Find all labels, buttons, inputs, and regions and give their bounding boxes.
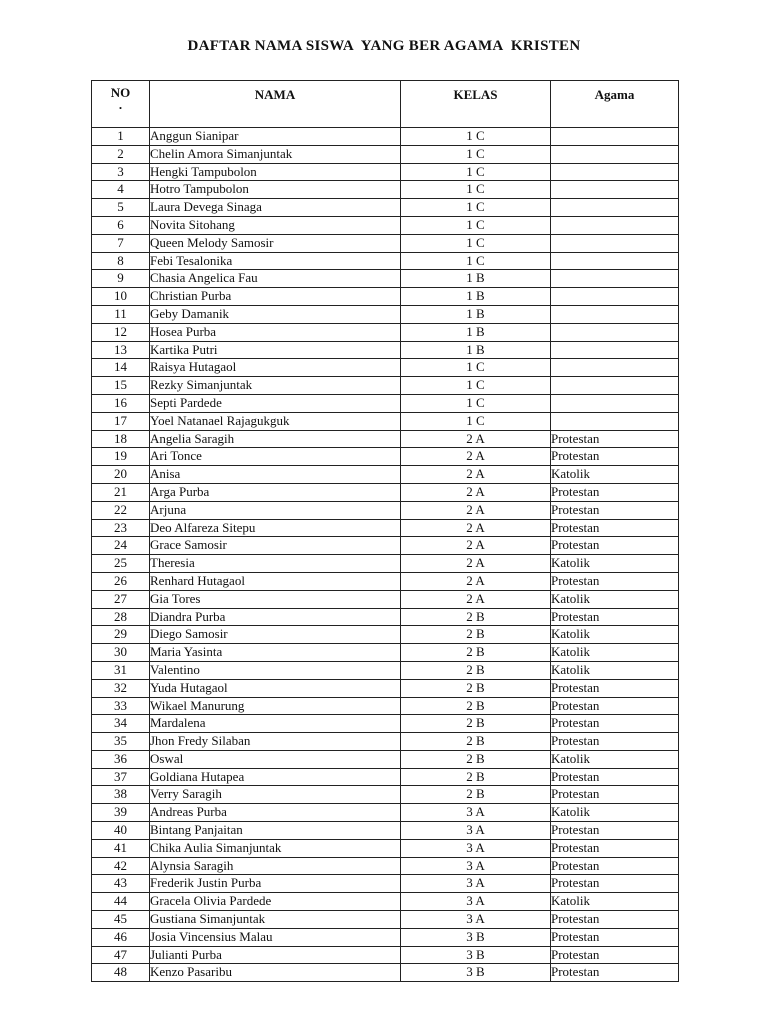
cell-nama: Laura Devega Sinaga [150, 199, 401, 217]
cell-no: 41 [92, 839, 150, 857]
table-row [92, 768, 679, 786]
table-row [92, 323, 679, 341]
cell-kelas: 1 C [401, 181, 551, 199]
cell-nama: Kenzo Pasaribu [150, 964, 401, 982]
cell-agama [551, 181, 679, 199]
cell-no: 45 [92, 911, 150, 929]
cell-no: 23 [92, 519, 150, 537]
cell-kelas: 2 A [401, 555, 551, 573]
table-row [92, 394, 679, 412]
cell-agama: Protestan [551, 697, 679, 715]
cell-nama: Bintang Panjaitan [150, 822, 401, 840]
cell-nama: Grace Samosir [150, 537, 401, 555]
cell-nama: Hosea Purba [150, 323, 401, 341]
cell-nama: Diandra Purba [150, 608, 401, 626]
cell-nama: Yuda Hutagaol [150, 679, 401, 697]
table-row [92, 644, 679, 662]
table-row [92, 572, 679, 590]
cell-nama: Yoel Natanael Rajagukguk [150, 412, 401, 430]
cell-nama: Theresia [150, 555, 401, 573]
cell-agama [551, 234, 679, 252]
cell-no: 12 [92, 323, 150, 341]
table-row [92, 786, 679, 804]
cell-no: 22 [92, 501, 150, 519]
cell-kelas: 2 B [401, 626, 551, 644]
cell-nama: Frederik Justin Purba [150, 875, 401, 893]
cell-agama: Protestan [551, 964, 679, 982]
cell-kelas: 1 C [401, 128, 551, 146]
cell-agama: Protestan [551, 911, 679, 929]
table-row [92, 697, 679, 715]
cell-no: 4 [92, 181, 150, 199]
cell-nama: Arjuna [150, 501, 401, 519]
cell-kelas: 2 A [401, 448, 551, 466]
cell-agama: Protestan [551, 572, 679, 590]
table-row [92, 199, 679, 217]
cell-no: 46 [92, 928, 150, 946]
table-row [92, 946, 679, 964]
table-row [92, 839, 679, 857]
cell-no: 43 [92, 875, 150, 893]
table-row [92, 270, 679, 288]
cell-no: 30 [92, 644, 150, 662]
cell-agama: Katolik [551, 590, 679, 608]
table-row [92, 466, 679, 484]
cell-agama [551, 288, 679, 306]
table-row [92, 964, 679, 982]
student-table [91, 80, 679, 982]
cell-no: 7 [92, 234, 150, 252]
cell-no: 27 [92, 590, 150, 608]
cell-kelas: 2 B [401, 644, 551, 662]
cell-kelas: 2 B [401, 750, 551, 768]
cell-no: 37 [92, 768, 150, 786]
cell-nama: Goldiana Hutapea [150, 768, 401, 786]
cell-no: 10 [92, 288, 150, 306]
cell-kelas: 2 B [401, 786, 551, 804]
table-row [92, 234, 679, 252]
cell-nama: Gia Tores [150, 590, 401, 608]
cell-nama: Chasia Angelica Fau [150, 270, 401, 288]
cell-kelas: 2 A [401, 466, 551, 484]
cell-nama: Julianti Purba [150, 946, 401, 964]
cell-nama: Oswal [150, 750, 401, 768]
table-row [92, 679, 679, 697]
cell-no: 35 [92, 733, 150, 751]
cell-kelas: 2 A [401, 590, 551, 608]
cell-no: 39 [92, 804, 150, 822]
table-row [92, 448, 679, 466]
cell-nama: Novita Sitohang [150, 216, 401, 234]
cell-kelas: 1 B [401, 270, 551, 288]
cell-kelas: 2 A [401, 430, 551, 448]
cell-no: 24 [92, 537, 150, 555]
cell-nama: Chelin Amora Simanjuntak [150, 145, 401, 163]
cell-no: 26 [92, 572, 150, 590]
cell-nama: Diego Samosir [150, 626, 401, 644]
cell-agama: Protestan [551, 430, 679, 448]
cell-kelas: 1 C [401, 377, 551, 395]
cell-agama [551, 341, 679, 359]
cell-agama: Protestan [551, 608, 679, 626]
table-row [92, 750, 679, 768]
cell-nama: Anggun Sianipar [150, 128, 401, 146]
cell-agama: Protestan [551, 768, 679, 786]
table-row [92, 715, 679, 733]
cell-agama: Protestan [551, 946, 679, 964]
header-nama: NAMA [150, 81, 401, 128]
cell-no: 19 [92, 448, 150, 466]
cell-no: 9 [92, 270, 150, 288]
cell-nama: Christian Purba [150, 288, 401, 306]
cell-no: 11 [92, 305, 150, 323]
cell-agama [551, 270, 679, 288]
cell-agama: Katolik [551, 626, 679, 644]
cell-kelas: 1 C [401, 394, 551, 412]
table-row [92, 163, 679, 181]
table-row [92, 804, 679, 822]
cell-kelas: 1 C [401, 252, 551, 270]
table-row [92, 537, 679, 555]
page-title: DAFTAR NAMA SISWA YANG BER AGAMA KRISTEN [187, 38, 581, 54]
cell-no: 18 [92, 430, 150, 448]
table-row [92, 412, 679, 430]
cell-no: 42 [92, 857, 150, 875]
cell-kelas: 2 A [401, 537, 551, 555]
cell-nama: Hotro Tampubolon [150, 181, 401, 199]
cell-kelas: 2 A [401, 501, 551, 519]
cell-kelas: 3 A [401, 875, 551, 893]
cell-nama: Septi Pardede [150, 394, 401, 412]
table-row [92, 590, 679, 608]
cell-nama: Gustiana Simanjuntak [150, 911, 401, 929]
cell-no: 47 [92, 946, 150, 964]
cell-nama: Raisya Hutagaol [150, 359, 401, 377]
table-row [92, 875, 679, 893]
cell-nama: Rezky Simanjuntak [150, 377, 401, 395]
cell-no: 8 [92, 252, 150, 270]
cell-kelas: 1 C [401, 216, 551, 234]
table-row [92, 128, 679, 146]
cell-agama: Protestan [551, 839, 679, 857]
cell-nama: Deo Alfareza Sitepu [150, 519, 401, 537]
header-no-suffix: . [118, 97, 123, 112]
cell-kelas: 3 A [401, 839, 551, 857]
cell-kelas: 1 C [401, 199, 551, 217]
cell-agama: Protestan [551, 928, 679, 946]
cell-agama: Protestan [551, 733, 679, 751]
cell-nama: Jhon Fredy Silaban [150, 733, 401, 751]
table-row [92, 359, 679, 377]
cell-kelas: 3 A [401, 804, 551, 822]
cell-kelas: 1 C [401, 145, 551, 163]
cell-nama: Arga Purba [150, 483, 401, 501]
cell-kelas: 2 A [401, 483, 551, 501]
cell-nama: Ari Tonce [150, 448, 401, 466]
cell-no: 15 [92, 377, 150, 395]
cell-no: 40 [92, 822, 150, 840]
cell-kelas: 3 A [401, 857, 551, 875]
cell-nama: Gracela Olivia Pardede [150, 893, 401, 911]
cell-agama [551, 412, 679, 430]
table-row [92, 857, 679, 875]
table-row [92, 928, 679, 946]
cell-nama: Verry Saragih [150, 786, 401, 804]
table-row [92, 377, 679, 395]
cell-no: 34 [92, 715, 150, 733]
cell-kelas: 1 C [401, 412, 551, 430]
cell-no: 21 [92, 483, 150, 501]
cell-kelas: 1 C [401, 359, 551, 377]
cell-agama: Protestan [551, 715, 679, 733]
table-row [92, 501, 679, 519]
cell-agama: Katolik [551, 555, 679, 573]
cell-agama [551, 216, 679, 234]
cell-agama: Protestan [551, 519, 679, 537]
cell-nama: Febi Tesalonika [150, 252, 401, 270]
cell-no: 44 [92, 893, 150, 911]
table-row [92, 608, 679, 626]
table-row [92, 822, 679, 840]
cell-agama: Katolik [551, 804, 679, 822]
cell-no: 48 [92, 964, 150, 982]
cell-nama: Angelia Saragih [150, 430, 401, 448]
cell-no: 25 [92, 555, 150, 573]
table-row [92, 733, 679, 751]
cell-kelas: 2 B [401, 715, 551, 733]
cell-kelas: 2 A [401, 572, 551, 590]
cell-kelas: 2 B [401, 661, 551, 679]
table-row [92, 181, 679, 199]
cell-no: 13 [92, 341, 150, 359]
cell-kelas: 2 B [401, 679, 551, 697]
table-row [92, 430, 679, 448]
cell-agama [551, 377, 679, 395]
cell-kelas: 3 A [401, 822, 551, 840]
table-body [92, 128, 679, 982]
cell-agama: Protestan [551, 875, 679, 893]
cell-kelas: 3 B [401, 928, 551, 946]
cell-agama [551, 323, 679, 341]
cell-agama: Katolik [551, 750, 679, 768]
cell-kelas: 1 B [401, 323, 551, 341]
cell-agama [551, 199, 679, 217]
cell-nama: Mardalena [150, 715, 401, 733]
cell-no: 16 [92, 394, 150, 412]
cell-no: 31 [92, 661, 150, 679]
cell-agama [551, 163, 679, 181]
cell-agama [551, 394, 679, 412]
cell-nama: Wikael Manurung [150, 697, 401, 715]
cell-no: 3 [92, 163, 150, 181]
cell-nama: Geby Damanik [150, 305, 401, 323]
cell-agama [551, 128, 679, 146]
cell-agama: Protestan [551, 483, 679, 501]
cell-agama: Protestan [551, 501, 679, 519]
cell-kelas: 3 A [401, 893, 551, 911]
cell-no: 5 [92, 199, 150, 217]
table-row [92, 661, 679, 679]
table-row [92, 216, 679, 234]
cell-no: 38 [92, 786, 150, 804]
cell-no: 6 [92, 216, 150, 234]
cell-no: 32 [92, 679, 150, 697]
table-row [92, 145, 679, 163]
header-row [92, 81, 679, 128]
cell-kelas: 1 B [401, 341, 551, 359]
cell-no: 14 [92, 359, 150, 377]
table-row [92, 305, 679, 323]
cell-nama: Valentino [150, 661, 401, 679]
cell-agama: Protestan [551, 786, 679, 804]
cell-nama: Kartika Putri [150, 341, 401, 359]
table-row [92, 483, 679, 501]
table-row [92, 893, 679, 911]
cell-nama: Maria Yasinta [150, 644, 401, 662]
cell-kelas: 1 B [401, 305, 551, 323]
cell-nama: Chika Aulia Simanjuntak [150, 839, 401, 857]
table-row [92, 555, 679, 573]
cell-kelas: 3 B [401, 946, 551, 964]
cell-kelas: 3 B [401, 964, 551, 982]
cell-kelas: 2 A [401, 519, 551, 537]
cell-agama: Protestan [551, 679, 679, 697]
cell-kelas: 3 A [401, 911, 551, 929]
table-row [92, 288, 679, 306]
cell-kelas: 1 C [401, 163, 551, 181]
cell-agama: Katolik [551, 893, 679, 911]
header-kelas: KELAS [401, 81, 551, 128]
cell-kelas: 2 B [401, 697, 551, 715]
cell-agama: Katolik [551, 644, 679, 662]
cell-kelas: 2 B [401, 768, 551, 786]
cell-agama [551, 359, 679, 377]
cell-nama: Queen Melody Samosir [150, 234, 401, 252]
table-row [92, 252, 679, 270]
cell-kelas: 1 C [401, 234, 551, 252]
cell-agama: Katolik [551, 661, 679, 679]
header-agama: Agama [551, 81, 679, 128]
table-row [92, 626, 679, 644]
cell-nama: Josia Vincensius Malau [150, 928, 401, 946]
cell-no: 20 [92, 466, 150, 484]
cell-nama: Andreas Purba [150, 804, 401, 822]
cell-nama: Anisa [150, 466, 401, 484]
cell-no: 33 [92, 697, 150, 715]
cell-no: 1 [92, 128, 150, 146]
cell-nama: Alynsia Saragih [150, 857, 401, 875]
cell-no: 28 [92, 608, 150, 626]
cell-no: 17 [92, 412, 150, 430]
cell-agama [551, 252, 679, 270]
table-row [92, 341, 679, 359]
header-no [92, 81, 150, 128]
cell-agama: Protestan [551, 822, 679, 840]
cell-no: 29 [92, 626, 150, 644]
table-header [92, 81, 679, 128]
cell-kelas: 1 B [401, 288, 551, 306]
cell-no: 36 [92, 750, 150, 768]
cell-agama [551, 305, 679, 323]
cell-no: 2 [92, 145, 150, 163]
cell-agama [551, 145, 679, 163]
cell-kelas: 2 B [401, 608, 551, 626]
cell-agama: Katolik [551, 466, 679, 484]
table-row [92, 911, 679, 929]
cell-nama: Hengki Tampubolon [150, 163, 401, 181]
cell-kelas: 2 B [401, 733, 551, 751]
cell-agama: Protestan [551, 857, 679, 875]
cell-nama: Renhard Hutagaol [150, 572, 401, 590]
header-no-label: NO [110, 85, 131, 100]
cell-agama: Protestan [551, 537, 679, 555]
table-row [92, 519, 679, 537]
cell-agama: Protestan [551, 448, 679, 466]
